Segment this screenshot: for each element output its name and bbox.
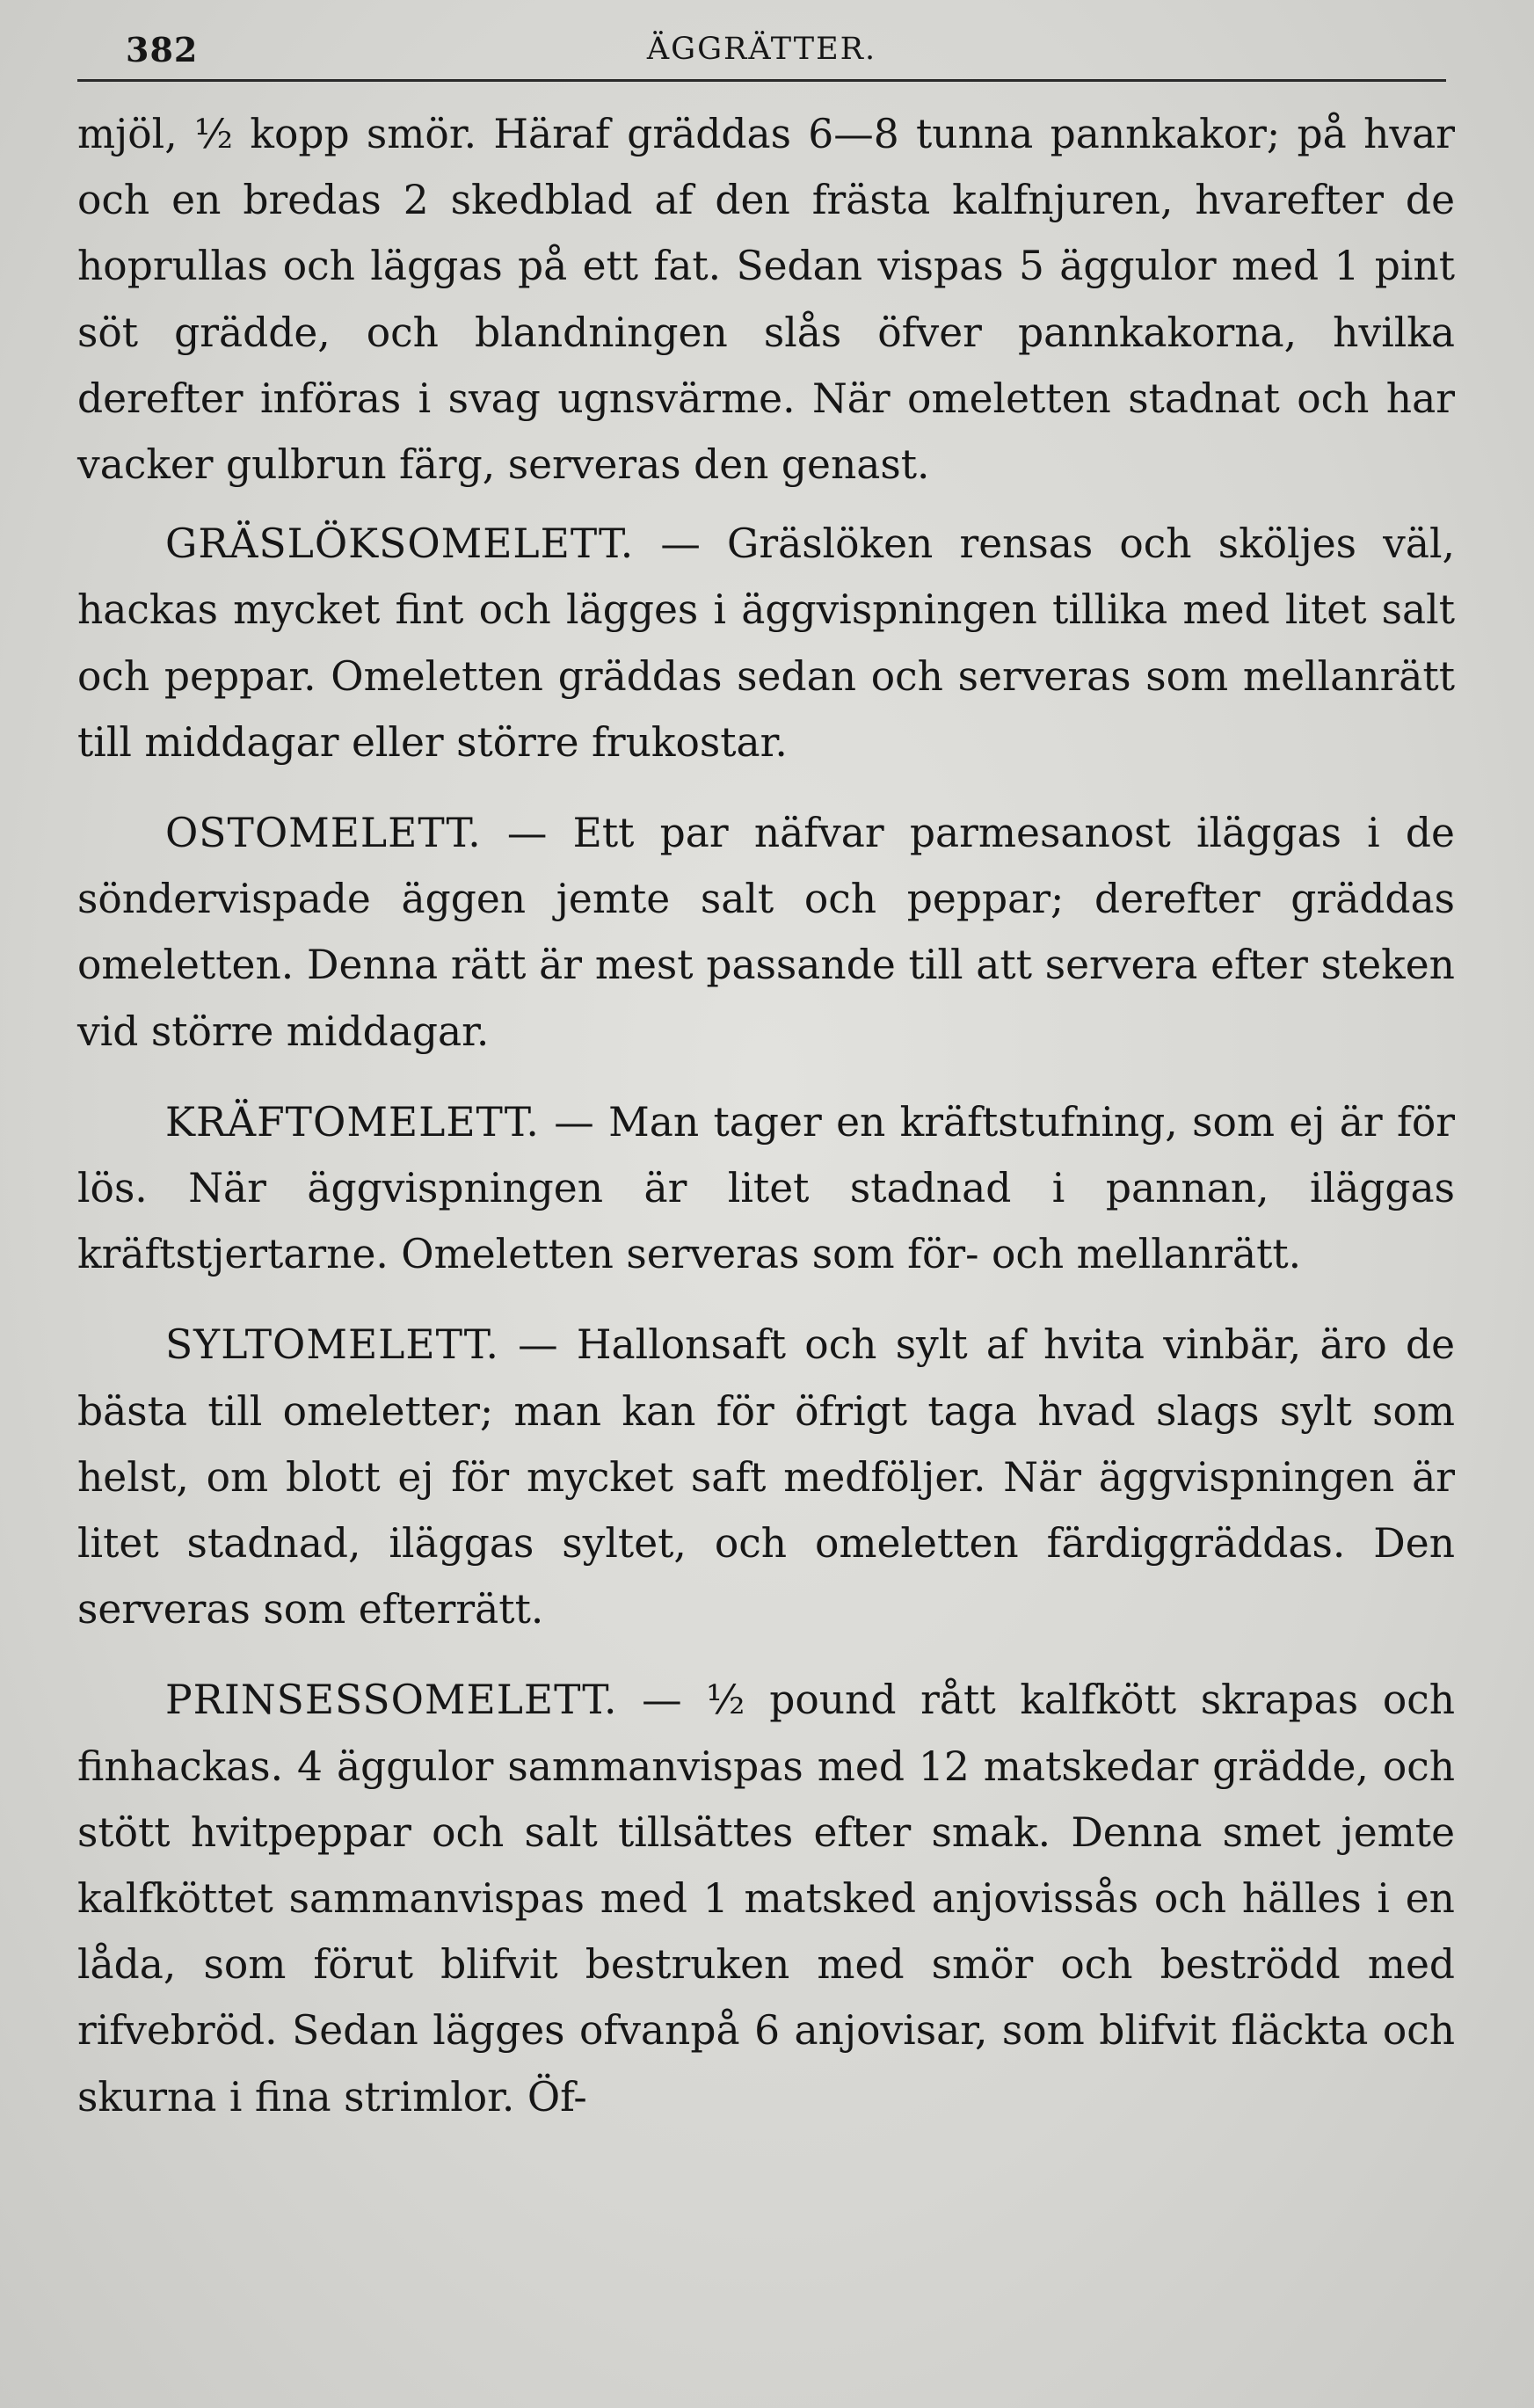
recipe-kraftomelett: [77, 1089, 1455, 1288]
recipe-ostomelett: [77, 800, 1455, 1065]
recipe-name: PRINSESSOMELETT.: [165, 1677, 618, 1724]
recipe-prinsessomelett: [77, 1667, 1455, 2129]
recipe-name: OSTOMELETT.: [165, 810, 482, 857]
recipe-syltomelett: [77, 1312, 1455, 1642]
continued-paragraph: mjöl, ½ kopp smör. Häraf gräddas 6—8 tunna pannkakor; på hvar och en bredas 2 skedblad af den frästa kalfnjuren, hvarefter de hoprullas och läggas på ett fat. Sedan vispas 5 äggulor med 1 pint söt grädde, och blandningen slås öfver pannkakorna, hvilka derefter införas i svag ugnsvärme. När omeletten stadnat och har vacker gulbrun färg, serveras den genast.: [77, 111, 1455, 489]
recipe-text: — Hallonsaft och sylt af hvita vinbär, äro de bästa till omeletter; man kan för öfrigt taga hvad slags sylt som helst, om blott ej för mycket saft medföljer. När äggvispningen är litet stadnad, iläggas syltet, och omeletten färdiggräddas. Den serveras som efterrätt.: [77, 1321, 1456, 1633]
page-body: [77, 101, 1455, 2130]
recipe-text: — Gräslöken rensas och sköljes väl, hackas mycket fint och lägges i äggvispningen tillika med litet salt och peppar. Omeletten gräddas sedan och serveras som mellanrätt till middagar eller större frukostar.: [77, 520, 1455, 766]
recipe-text: — Man tager en kräftstufning, som ej är för lös. När äggvispningen är litet stadnad i pannan, iläggas kräftstjertarne. Omeletten serveras som för- och mellanrätt.: [77, 1098, 1455, 1278]
recipe-text: — ½ pound rått kalfkött skrapas och finhackas. 4 äggulor sammanvispas med 12 matskedar grädde, och stött hvitpeppar och salt tillsättes efter smak. Denna smet jemte kalfköttet sammanvispas med 1 matsked anjovissås och hälles i en låda, som förut blifvit bestruken med smör och beströdd med rifvebröd. Sedan lägges ofvanpå 6 anjovisar, som blifvit fläckta och skurna i fina strimlor. Öf-: [77, 1677, 1455, 2121]
recipe-name: KRÄFTOMELETT.: [165, 1098, 540, 1146]
page-number: 382: [126, 30, 199, 69]
chapter-title: ÄGGRÄTTER.: [646, 32, 877, 67]
recipe-text: — Ett par näfvar parmesanost iläggas i de söndervispade äggen jemte salt och peppar; derefter gräddas omeletten. Denna rätt är mest passande till att servera efter steken vid större middagar.: [77, 810, 1455, 1055]
recipe-graslokomelett: [77, 511, 1455, 775]
recipe-name: SYLTOMELETT.: [165, 1321, 499, 1369]
running-head: [77, 26, 1446, 82]
recipe-name: GRÄSLÖKSOMELETT.: [165, 520, 635, 568]
